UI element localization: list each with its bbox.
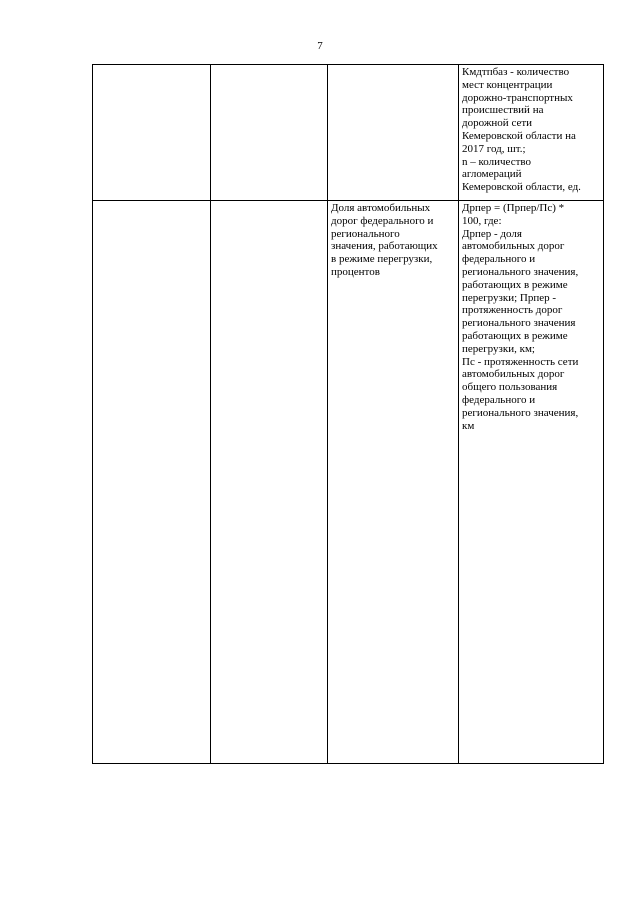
- table-cell: [93, 65, 211, 201]
- table-cell: [328, 65, 459, 201]
- table-row: [93, 65, 604, 201]
- table-cell: [459, 65, 604, 201]
- formula-description: Кмдтпбаз - количество мест концентрации дорожно-транспортных происшествий на дорожной сети Кемеровской области на 2017 год, шт.; n – количество агломераций Кемеровской области, ед.: [462, 66, 581, 194]
- indicator-name: Доля автомобильных дорог федерального и регионального значения, работающих в режиме перегрузки, процентов: [331, 202, 438, 278]
- table-cell: [459, 201, 604, 764]
- table-row: [93, 201, 604, 764]
- table-cell: [328, 201, 459, 764]
- table-cell: [93, 201, 211, 764]
- formula-description: Дрпер = (Прпер/Пс) * 100, где: Дрпер - доля автомобильных дорог федерального и регионального значения, работающих в режиме перегрузки; Прпер - протяженность дорог регионального значения работающих в режиме перегрузки, км; Пс - протяженность сети автомобильных дорог общего пользования федерального и регионального значения, км: [462, 202, 579, 432]
- document-table: [92, 64, 604, 764]
- table-cell: [211, 65, 328, 201]
- page-number: 7: [317, 40, 323, 52]
- table-cell: [211, 201, 328, 764]
